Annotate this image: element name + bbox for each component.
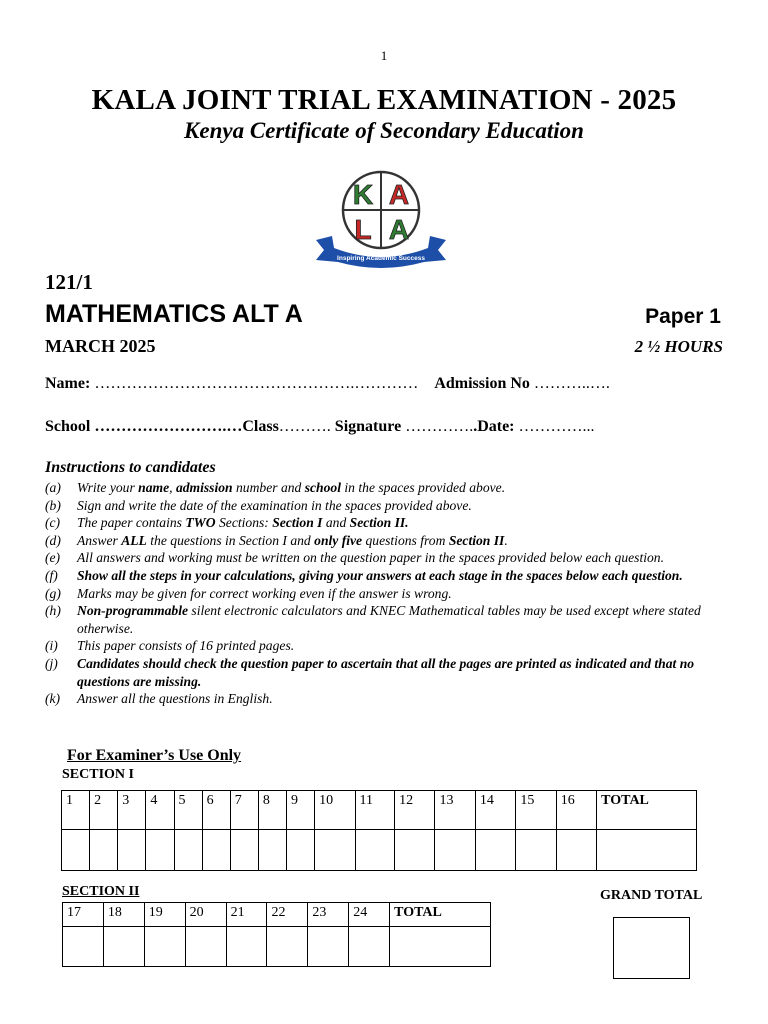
section-one-header-cell: 5 [174,791,202,830]
instruction-fragment: and [322,515,350,531]
section-one-score-cell[interactable] [287,830,315,871]
instruction-letter: (b) [45,497,61,513]
instruction-letter: (f) [45,567,58,583]
instruction-letter: (a) [45,480,61,495]
section-two-score-cell[interactable] [226,927,267,967]
instruction-fragment: number and [232,480,305,495]
section-one-score-cell[interactable] [556,830,596,871]
instructions-list [45,479,735,708]
section-one-score-cell[interactable] [395,830,435,871]
instruction-emphasis: name [138,480,170,495]
instruction-fragment: Write your [77,480,139,495]
instruction-fragment: This paper consists of 16 printed pages. [77,638,295,654]
section-one-header-cell: 4 [146,791,174,830]
exam-duration: 2 ½ HOURS [634,337,723,356]
section-two-score-cell[interactable] [267,927,308,967]
section-one-score-cell[interactable] [62,830,90,871]
instruction-emphasis: school [304,480,341,495]
signature-label: Signature [330,418,402,435]
section-one-header-cell: 16 [556,791,596,830]
section-one-score-cell[interactable] [202,830,230,871]
instruction-fragment: Sign and write the date of the examination in the spaces provided above. [77,497,472,513]
section-two-header-cell: TOTAL [390,903,491,927]
class-label: Class [242,418,279,435]
instruction-text [77,690,735,708]
instruction-item [45,602,735,637]
section-two-header-cell: 23 [308,903,349,927]
section-two-header-cell: 20 [185,903,226,927]
instruction-fragment: silent electronic calculators and KNEC Mathematical tables may be used except where stated otherwise. [77,603,701,636]
instruction-fragment: Marks may be given for correct working even if the answer is wrong. [77,585,452,601]
section-two-header-cell: 19 [144,903,185,927]
instruction-fragment: Answer all the questions in English. [77,691,273,707]
name-label: Name: [45,375,91,392]
logo-motto: Inspiring Academic Success [337,255,425,262]
instruction-item [45,514,735,532]
instruction-item [45,532,735,550]
signature-field[interactable]: …………. [401,418,474,435]
instruction-text [77,655,735,690]
section-one-score-cell[interactable] [258,830,286,871]
instruction-emphasis: ALL [121,532,147,548]
section-one-header-cell: 13 [435,791,475,830]
section-two-score-cell[interactable] [144,927,185,967]
instruction-emphasis: Non-programmable [77,603,189,619]
exam-month: MARCH 2025 [45,336,156,356]
section-one-score-table [61,790,697,871]
instruction-letter: (d) [45,532,61,548]
instruction-item [45,549,735,567]
instruction-fragment: . [504,532,508,548]
instruction-letter: (h) [45,603,61,619]
instruction-text [77,602,735,637]
section-one-header-cell: 6 [202,791,230,830]
instruction-item [45,585,735,603]
instruction-fragment: the questions in Section I and [146,532,315,548]
section-one-score-cell[interactable] [475,830,515,871]
section-one-header-cell: 3 [118,791,146,830]
instruction-emphasis: Show all the steps in your calculations, giving your answers at each stage in the spaces below each question. [77,567,683,583]
instruction-text [77,585,735,603]
instruction-text [77,532,735,550]
name-field[interactable]: ………………………………………….………… [90,375,419,392]
instruction-fragment: , [169,480,176,495]
section-one-header-cell: 7 [230,791,258,830]
section-two-header-cell: 24 [349,903,390,927]
page-number: 1 [380,48,388,63]
section-one-header-cell: 2 [90,791,118,830]
instruction-item [45,567,735,585]
instructions-heading: Instructions to candidates [45,459,216,476]
section-one-header-cell: 1 [62,791,90,830]
exam-subtitle: Kenya Certificate of Secondary Education [184,118,584,143]
instruction-emphasis: Candidates should check the question paper to ascertain that all the pages are printed as indicated and that no questions are missing. [77,655,695,689]
section-one-score-cell[interactable] [355,830,395,871]
paper-number: Paper 1 [645,305,721,328]
section-two-score-cell[interactable] [349,927,390,967]
section-one-header-cell: TOTAL [597,791,697,830]
instruction-item [45,655,735,690]
admission-label: Admission No [434,375,530,392]
grand-total-label: GRAND TOTAL [600,888,703,903]
instruction-text [77,514,735,532]
section-one-score-cell[interactable] [315,830,355,871]
school-class-signature-line [45,418,595,436]
section-one-score-cell[interactable] [146,830,174,871]
section-two-score-cell[interactable] [308,927,349,967]
section-one-header-cell: 9 [287,791,315,830]
section-one-score-cell[interactable] [174,830,202,871]
instruction-item [45,637,735,655]
instruction-fragment: in the spaces provided above. [341,480,506,495]
instruction-text [77,497,735,515]
section-two-header-cell: 21 [226,903,267,927]
section-two-label: SECTION II [62,884,140,899]
section-two-header-cell: 18 [103,903,144,927]
class-field[interactable]: ………. [278,418,331,435]
section-one-score-cell[interactable] [118,830,146,871]
instruction-letter: (k) [45,691,61,707]
instruction-letter: (j) [45,655,58,671]
logo-letter-a: A [388,179,410,210]
instruction-text [77,479,735,497]
date-label: .Date: [473,418,515,435]
instruction-emphasis: TWO [185,515,216,531]
school-label: School …………………….… [45,418,243,435]
exam-title: KALA JOINT TRIAL EXAMINATION - 2025 [91,84,677,116]
instruction-fragment: Answer [77,532,122,548]
instruction-emphasis: Section I [272,515,323,531]
instruction-emphasis: Section II [448,532,505,548]
name-admission-line [45,375,610,393]
instruction-fragment: Sections: [215,515,273,531]
instruction-item [45,690,735,708]
instruction-fragment: The paper contains [77,515,186,531]
instruction-text [77,637,735,655]
section-one-score-cell[interactable] [516,830,556,871]
instruction-letter: (c) [45,515,61,531]
instruction-item [45,479,735,497]
section-two-score-cell[interactable] [390,927,491,967]
logo-letter-k: K [352,179,374,210]
subject-title: MATHEMATICS ALT A [45,300,303,328]
section-two-header-cell: 17 [63,903,104,927]
instruction-emphasis: only five [314,532,363,548]
instruction-fragment: questions from [362,532,449,548]
date-field[interactable]: …………... [514,418,595,435]
instruction-text [77,567,735,585]
logo-letter-a-bottom: A [388,214,410,245]
instruction-emphasis: admission [175,480,233,495]
section-two-header-cell: 22 [267,903,308,927]
logo-letter-l: L [354,214,372,245]
section-one-header-cell: 14 [475,791,515,830]
section-one-score-cell[interactable] [597,830,697,871]
instruction-text [77,549,735,567]
paper-code: 121/1 [45,270,93,294]
instruction-item [45,497,735,515]
grand-total-box[interactable] [613,917,690,979]
section-one-score-cell[interactable] [90,830,118,871]
instruction-letter: (e) [45,550,61,566]
examiner-use-heading: For Examiner’s Use Only [67,747,242,764]
section-one-score-cell[interactable] [230,830,258,871]
section-two-score-cell[interactable] [63,927,104,967]
section-two-score-table [62,902,491,967]
instruction-emphasis: Section II. [349,515,409,531]
section-one-label: SECTION I [62,767,134,782]
section-one-header-cell: 8 [258,791,286,830]
kala-logo [312,170,450,274]
section-one-header-cell: 12 [395,791,435,830]
section-two-score-cell[interactable] [185,927,226,967]
section-two-score-cell[interactable] [103,927,144,967]
section-one-header-cell: 15 [516,791,556,830]
section-one-score-cell[interactable] [435,830,475,871]
section-one-header-cell: 11 [355,791,395,830]
admission-field[interactable]: ………..…. [529,375,610,392]
instruction-letter: (i) [45,638,58,654]
instruction-letter: (g) [45,585,61,601]
section-one-header-cell: 10 [315,791,355,830]
instruction-fragment: All answers and working must be written on the question paper in the spaces provided below each question. [77,550,664,566]
